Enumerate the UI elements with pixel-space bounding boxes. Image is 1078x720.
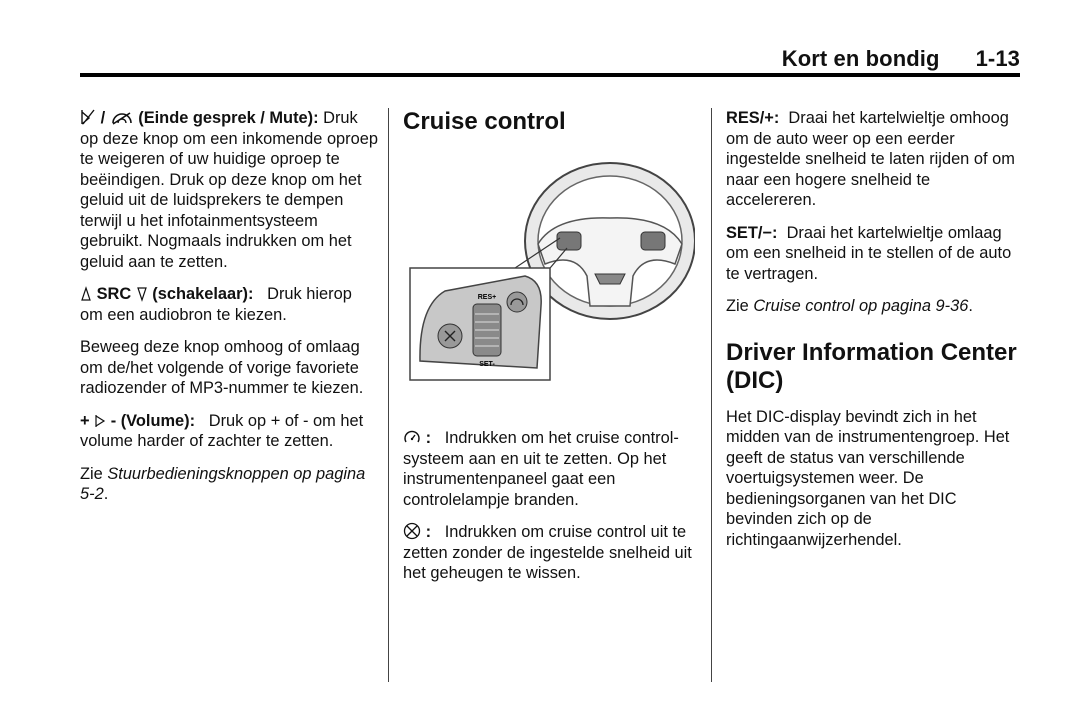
cruise-cancel-icon	[403, 522, 421, 540]
page-header	[782, 46, 1020, 72]
paragraph-res: RES/+: Draai het kartelwieltje omhoog om de auto weer op een eerder ingestelde snelheid te laten rijden of om naar een hogere snelheid te accelereren.	[726, 109, 1015, 209]
set-text: Draai het kartelwieltje omlaag om een snelheid in te stellen of de auto te vertragen.	[726, 223, 1012, 283]
cruise-on-off-text: Indrukken om het cruise control-systeem aan en uit te zetten. Op het instrumentenpaneel gaat een controlelampje branden.	[403, 429, 679, 509]
cruise-on-off-icon	[403, 430, 421, 446]
paragraph-dic: Het DIC-display bevindt zich in het midden van de instrumentengroep. Het geeft de status van verschillende voertuigsystemen weer. De bedieningsorganen van het DIC bevinden zich op de richtingaanwijzerhendel.	[726, 407, 1010, 549]
mute-icon	[110, 110, 134, 126]
end-call-text: Druk op deze knop om een inkomende oproep te weigeren of uw huidige oproep te beëindigen. Druk op deze knop om het geluid uit de luidsprekers te dempen terwijl u het infotainmentsysteem gebruikt. Nogmaals indrukken om het geluid aan te zetten.	[80, 109, 378, 271]
paragraph-set: SET/−: Draai het kartelwieltje omlaag om een snelheid in te stellen of de auto te vertragen.	[726, 223, 1012, 283]
header-rule	[80, 73, 1020, 77]
volume-text: Druk op + of - om het volume harder of zachter te zetten.	[80, 411, 364, 450]
page-number: 1-13	[975, 46, 1020, 71]
end-call-icon	[80, 108, 96, 126]
paragraph-see-also: Zie Stuurbedieningsknoppen op pagina 5-2.	[80, 464, 366, 503]
cruise-cancel-text: Indrukken om cruise control uit te zetten zonder de ingestelde snelheid uit het geheugen te wissen.	[403, 523, 692, 582]
column-divider	[388, 108, 389, 682]
paragraph-end-call-mute: / (Einde gesprek / Mute): Druk op deze knop om een inkomende oproep te weigeren of uw huidige oproep te beëindigen. Druk op deze knop om het geluid uit de luidsprekers te dempen terwijl u het infotainmentsysteem gebruikt. Nogmaals indrukken om het geluid aan te zetten.	[80, 109, 378, 271]
cross-reference[interactable]: Stuurbedieningsknoppen op pagina 5-2	[80, 464, 366, 503]
res-label: RES+	[477, 294, 497, 301]
section-heading-dic: Driver Information Center (DIC)	[726, 338, 1017, 394]
paragraph-volume: + - (Volume): Druk op + of - om het volume harder of zachter te zetten.	[80, 411, 364, 450]
paragraph-src: SRC (schakelaar): Druk hierop om een audiobron te kiezen.	[80, 285, 352, 324]
cruise-control-illustration	[405, 156, 695, 406]
set-label: SET-	[479, 361, 495, 368]
volume-icon	[94, 413, 106, 429]
column-3	[726, 108, 1022, 562]
section-heading-cruise: Cruise control	[403, 108, 566, 135]
paragraph-see-cruise: Zie Cruise control op pagina 9-36.	[726, 297, 973, 315]
section-title: Kort en bondig	[781, 46, 940, 71]
cross-reference[interactable]: Cruise control op pagina 9-36	[753, 297, 969, 315]
column-2	[403, 108, 701, 596]
paragraph-src-move: Beweeg deze knop omhoog of omlaag om de/het volgende of vorige favoriete radiozender of MP3-nummer te kiezen.	[80, 338, 364, 397]
column-divider	[711, 108, 712, 682]
triangle-up-icon	[80, 286, 92, 302]
paragraph-cruise-on-off: : Indrukken om het cruise control-systeem aan en uit te zetten. Op het instrumentenpaneel gaat een controlelampje branden.	[403, 429, 679, 509]
triangle-down-icon	[136, 286, 148, 302]
res-text: Draai het kartelwieltje omhoog om de auto weer op een eerder ingestelde snelheid te laten rijden of om naar een hogere snelheid te accelereren.	[726, 109, 1015, 209]
paragraph-cruise-cancel: : Indrukken om cruise control uit te zetten zonder de ingestelde snelheid uit het geheugen te wissen.	[403, 523, 692, 582]
src-text: Druk hierop om een audiobron te kiezen.	[80, 285, 352, 324]
column-1	[80, 108, 378, 517]
